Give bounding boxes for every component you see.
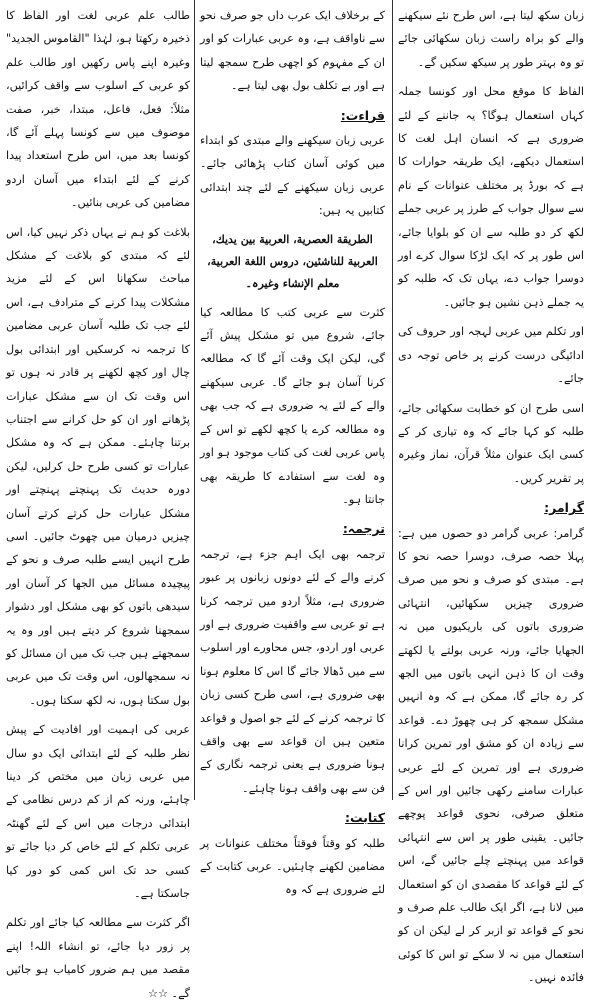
paragraph: زبان سکھ لیتا ہے، اس طرح نئے سیکھنے والے کو براہ راست زبان سکھائی جائے تو وہ بہتر طور پر سیکھ سکیں گے۔ <box>398 9 584 69</box>
paragraph: طلبہ کو وقتاً فوقتاً مختلف عنوانات پر مضامین لکھنے چاہئیں۔ عربی کتابت کے لئے ضروری ہے کہ وہ <box>200 836 385 897</box>
column-middle <box>200 4 385 897</box>
paragraph: اور تکلم میں عربی لہجہ اور حروف کی ادائیگی درست کرنے پر خاص توجہ دی جائے۔ <box>398 325 584 386</box>
paragraph: طالب علم عربی لغت اور الفاظ کا ذخیرہ رکھتا ہو، لہٰذا "القاموس الجديد" وغیرہ اپنے پاس رکھیں اور طالب علم کو عربی کے اسلوب سے واقف کرائیں، مثلاً: فعل، فاعل، مبتدا، خبر، صفت موصوف میں سے کونسا پہلے آئے گا، کونسا بعد میں، اس طرح استعداد پیدا کرنے کے لئے ابتداء میں آسان اردو مضامین کی عربی بنائیں۔ <box>6 9 190 210</box>
section-heading-reading: قراءت: <box>340 107 385 123</box>
paragraph: کثرت سے عربی کتب کا مطالعہ کیا جائے، شروع میں تو مشکل پیش آئے گی، لیکن ایک وقت آئے گا کہ مطالعہ کرنا آسان ہو جائے گا۔ عربی سیکھنے والے کے لئے یہ ضروری ہے کہ جب بھی وہ مطالعہ کرے یا کچھ لکھے تو اس کے پاس عربی لغت کی کتاب موجود ہو اور وہ لغت سے استفادے کا طریقہ بھی جانتا ہو۔ <box>200 305 385 506</box>
section-heading-writing: کتابت: <box>345 810 385 826</box>
column-right <box>398 4 584 985</box>
section-heading-grammar: گرامر: <box>544 500 584 516</box>
paragraph: عربی کی اہمیت اور افادیت کے پیش نظر طلبہ کے لئے ابتدائی ایک دو سال میں عربی زبان میں مختص کر دینا چاہئے، ورنہ کم از کم درس نظامی کے ابتدائی درجات میں اس کے لئے گھنٹہ عربی تکلم کے لئے خاص کر دیا جائے تو کسی حد تک اس کمی کو دور کیا جاسکتا ہے۔ <box>6 723 190 901</box>
paragraph: بلاغت کو ہم نے یہاں ذکر نہیں کیا، اس لئے کہ مبتدی کو بلاغت کے مشکل مباحث سکھانا اس کے لئے مزید مشکلات پیدا کرنے کے مترادف ہے، اس لئے جب تک طلبہ آسان عربی مضامین کا ترجمہ نہ کرسکیں اور ابتدائی بول چال اور کچھ لکھنے پر قادر نہ ہوں تو اس وقت تک ان سے مشکل عبارات پڑھانے اور ان کو حل کرانے سے اجتناب برتنا چاہئے۔ ممکن ہے کہ وہ مشکل عبارات تو کسی طرح حل کرلیں، لیکن دورہ حدیث تک پہنچتے پہنچتے اور مشکل عبارات حل کرتے کرتے آسان چیزیں درمیان میں چھوٹ جائیں۔ اسی طرح انہیں ایسے طلبہ صرف و نحو کے پیچیدہ مسائل میں الجھا کر آسان اور سیدھی باتوں کو بھی مشکل اور دشوار سمجھنا شروع کر دیتے ہیں اور وہ یہ سمجھتے ہیں جب تک میں ان مسائل کو نہ سمجھالوں، اس وقت تک میں عربی بول سکتا ہوں، نہ لکھ سکتا ہوں۔ <box>6 225 190 707</box>
paragraph: کے برخلاف ایک عرب داں جو صرف نحو سے ناواقف ہے، وہ عربی عبارات کو اور ان کے مفہوم کو اچھی طرح سمجھ لیتا ہے اور بے تکلف بول بھی لیتا ہے۔ <box>200 9 385 93</box>
paragraph: اگر کثرت سے مطالعہ کیا جائے اور تکلم پر زور دیا جائے، تو انشاء اللہ! اپنے مقصد میں ہم ضرور کامیاب ہو جائیں گے۔ ☆☆ <box>6 916 190 1000</box>
paragraph: الفاظ کا موقع محل اور کونسا جملہ کہاں استعمال ہوگا؟ یہ جاننے کے لئے ضروری ہے کہ انسان اہل لغت کا استعمال دیکھے، ایک طریقہ حوارات کا ہے کہ بورڈ پر مختلف عنوانات کے نام سے سوال جواب کے طرز پر عربی جملے لکھ کر دو طلبہ سے ان کو بلوایا جائے، اس طور پر کہ ایک لڑکا سوال کرے اور دوسرا جواب دے، یہاں تک کہ طلبہ کو یہ جملے ذہن نشین ہو جائیں۔ <box>398 85 584 309</box>
paragraph: گرامر: عربی گرامر دو حصوں میں ہے: پہلا حصہ صرف، دوسرا حصہ نحو کا ہے۔ مبتدی کو صرف و نحو میں صرف ضروری چیزیں سکھائیں، انتہائی ضروری باتوں کی باریکیوں میں نہ الجھایا جائے، ورنہ عربی بولتے یا لکھتے وقت ان کا ذہن انہی باتوں میں الجھ کر رہ جائے گا، ممکن ہے کہ وہ انہیں مشکل سمجھ کر ہی چھوڑ دے۔ قواعد سے زیادہ ان کو مشق اور تمرین کرانا ضروری ہے اور تمرین کے لئے عربی عبارات سامنے رکھی جائیں اور اس کے متعلق صرفی، نحوی قواعد پوچھے جائیں۔ یقینی طور پر اس سے انتہائی قواعد میں پہنچتے چلے جائیں گے، اس کے لئے قواعد کا مقصدی ان کو استعمال میں لانا ہے، اگر ایک طالب علم صرف و نحو کے قواعد تو ازبر کر لے لیکن ان کو استعمال میں نہ لا سکے تو اس کا کوئی فائدہ نہیں۔ <box>398 526 584 985</box>
book-list: الطريقة العصرية، العربية بين يديك، العربية للناشئين، دروس اللغة العربية، معلم الإنشاء وغیرہ۔ <box>207 232 378 290</box>
column-divider <box>392 0 393 800</box>
column-divider <box>194 0 195 800</box>
section-heading-translation: ترجمہ: <box>342 521 385 537</box>
column-left <box>6 4 190 1000</box>
paragraph: عربی زبان سیکھنے والے مبتدی کو ابتداء میں کوئی آسان کتاب پڑھائی جائے۔ عربی زبان سیکھنے کے لئے چند ابتدائی کتابیں یہ ہیں: <box>200 134 385 218</box>
paragraph: ترجمہ بھی ایک اہم جزء ہے، ترجمہ کرنے والے کے لئے دونوں زبانوں پر عبور ضروری ہے، مثلاً اردو میں ترجمہ کرنا ہے تو عربی سے واقفیت ضروری ہے اور عربی اور اردو، جس محاورے اور اسلوب سے میں ڈھالا جائے گا اس کا معلوم ہونا بھی ضروری ہے، اسی طرح کسی زبان کا ترجمہ کرنے کے لئے جو اصول و قواعد متعین ہیں ان قواعد سے بھی واقف ہونا ضروری ہے یعنی ترجمہ نگاری کے فن سے بھی واقف ہونا چاہئے۔ <box>200 547 385 795</box>
paragraph: اسی طرح ان کو خطابت سکھائی جائے، طلبہ کو کہا جائے کہ وہ تیاری کر کے کسی ایک عنوان مثلاً قرآن، نماز وغیرہ پر تقریر کریں۔ <box>398 401 584 485</box>
